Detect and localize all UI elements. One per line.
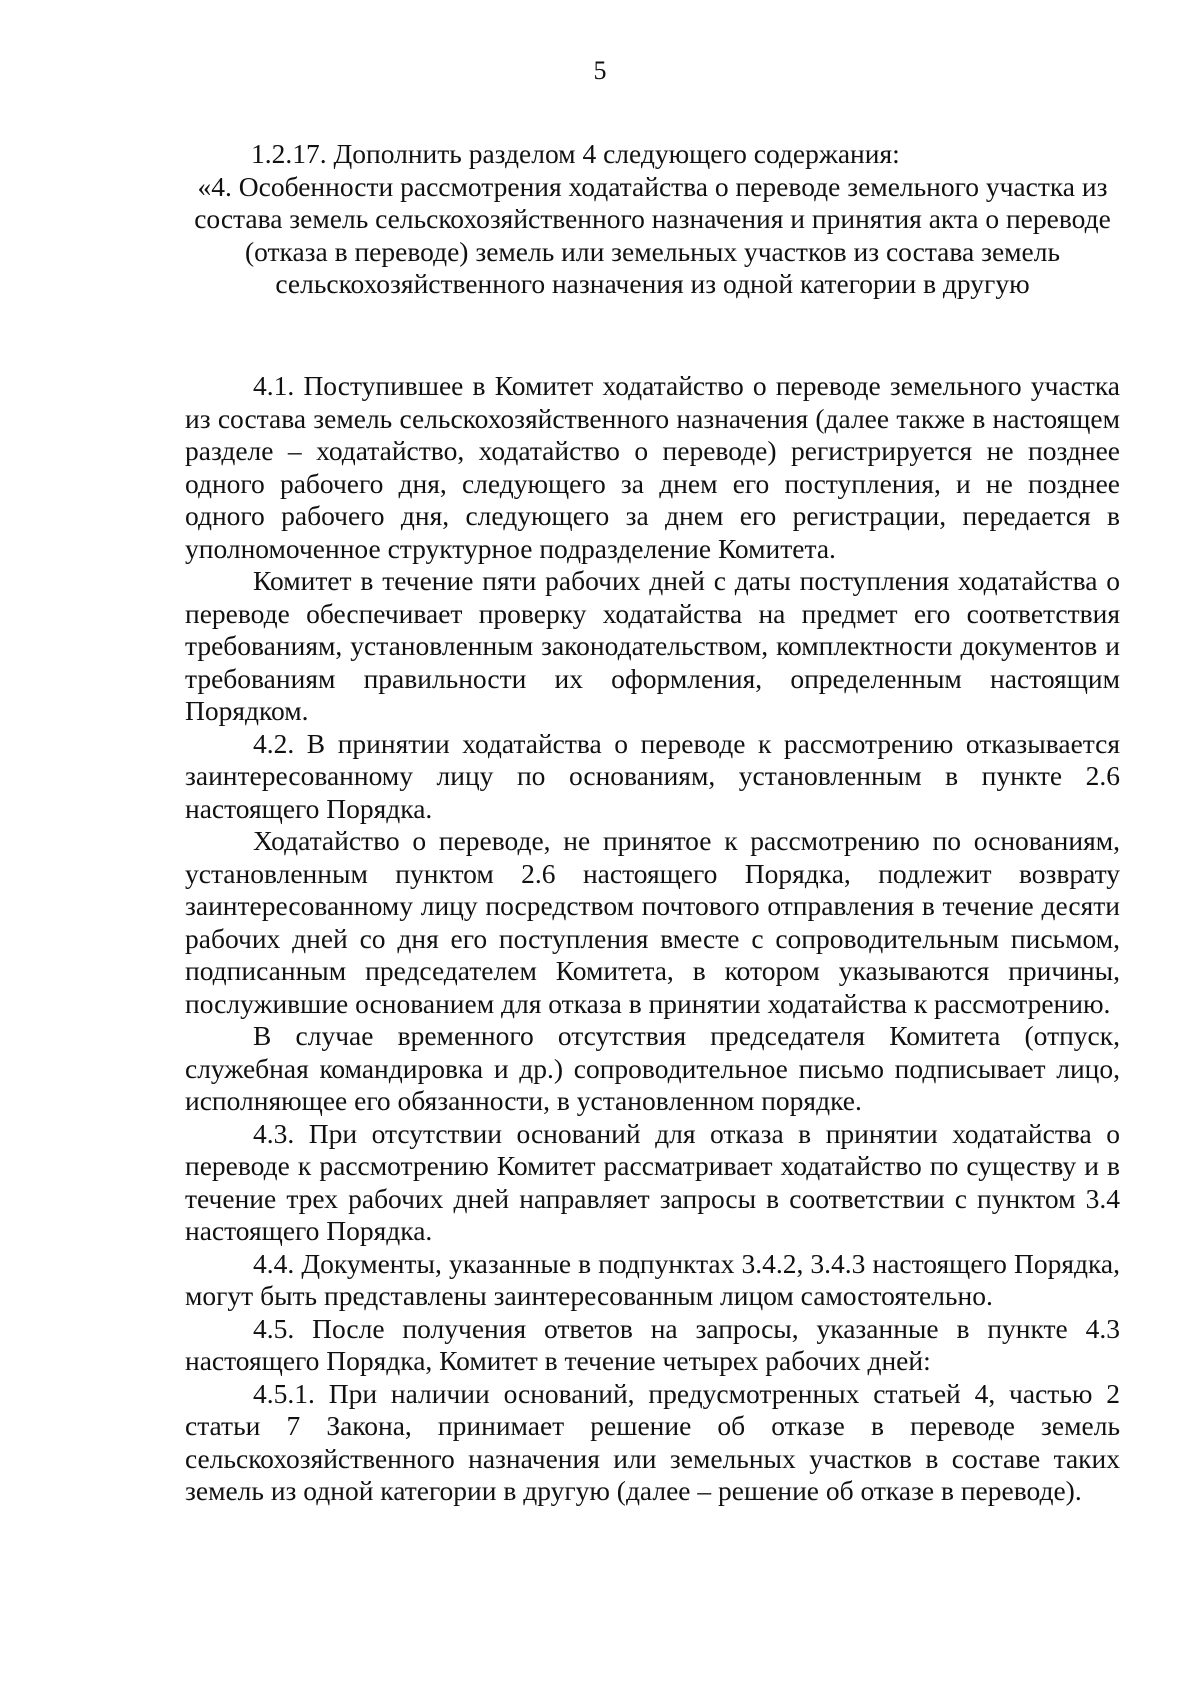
page-number: 5	[593, 56, 607, 85]
section-title: «4. Особенности рассмотрения ходатайства о переводе земельного участка из состава земель сельскохозяйственного назначения и принятия акта о переводе (отказа в переводе) земель или земельных участков из состава земель сельскохозяйственного назначения из одной категории в другую	[194, 170, 1111, 299]
section-heading	[185, 138, 1120, 301]
paragraph-4-5: 4.5. После получения ответов на запросы, указанные в пункте 4.3 настоящего Порядка, Комитет в течение четырех рабочих дней:	[185, 1312, 1120, 1376]
paragraph-4-3: 4.3. При отсутствии оснований для отказа в принятии ходатайства о переводе к рассмотрению Комитет рассматривает ходатайство по существу и в течение трех рабочих дней направляет запросы в соответствии с пунктом 3.4 настоящего Порядка.	[185, 1117, 1120, 1246]
paragraph-4-4: 4.4. Документы, указанные в подпунктах 3.4.2, 3.4.3 настоящего Порядка, могут быть представлены заинтересованным лицом самостоятельно.	[185, 1247, 1120, 1311]
paragraph-4-2-absence: В случае временного отсутствия председателя Комитета (отпуск, служебная командировка и др.) сопроводительное письмо подписывает лицо, исполняющее его обязанности, в установленном порядке.	[185, 1020, 1120, 1116]
paragraph-4-1: 4.1. Поступившее в Комитет ходатайство о переводе земельного участка из состава земель сельскохозяйственного назначения (далее также в настоящем разделе – ходатайство, ходатайство о переводе) регистрируется не позднее одного рабочего дня, следующего за днем его поступления, и не позднее одного рабочего дня, следующего за днем его регистрации, передается в уполномоченное структурное подразделение Комитета.	[185, 370, 1120, 564]
paragraph-4-1-check: Комитет в течение пяти рабочих дней с даты поступления ходатайства о переводе обеспечивает проверку ходатайства на предмет его соответствия требованиям, установленным законодательством, комплектности документов и требованиям правильности их оформления, определенным настоящим Порядком.	[185, 565, 1120, 726]
paragraph-4-2: 4.2. В принятии ходатайства о переводе к рассмотрению отказывается заинтересованному лицу по основаниям, установленным в пункте 2.6 настоящего Порядка.	[185, 727, 1120, 824]
paragraph-4-2-return: Ходатайство о переводе, не принятое к рассмотрению по основаниям, установленным пунктом 2.6 настоящего Порядка, подлежит возврату заинтересованному лицу посредством почтового отправления в течение десяти рабочих дней со дня его поступления вместе с сопроводительным письмом, подписанным председателем Комитета, в котором указываются причины, послужившие основанием для отказа в принятии ходатайства к рассмотрению.	[185, 825, 1120, 1019]
paragraph-4-5-1: 4.5.1. При наличии оснований, предусмотренных статьей 4, частью 2 статьи 7 Закона, принимает решение об отказе в переводе земель сельскохозяйственного назначения или земельных участков в составе таких земель из одной категории в другую (далее – решение об отказе в переводе).	[185, 1377, 1120, 1506]
amendment-intro: 1.2.17. Дополнить разделом 4 следующего содержания:	[251, 138, 900, 169]
section-body	[185, 370, 1120, 1508]
